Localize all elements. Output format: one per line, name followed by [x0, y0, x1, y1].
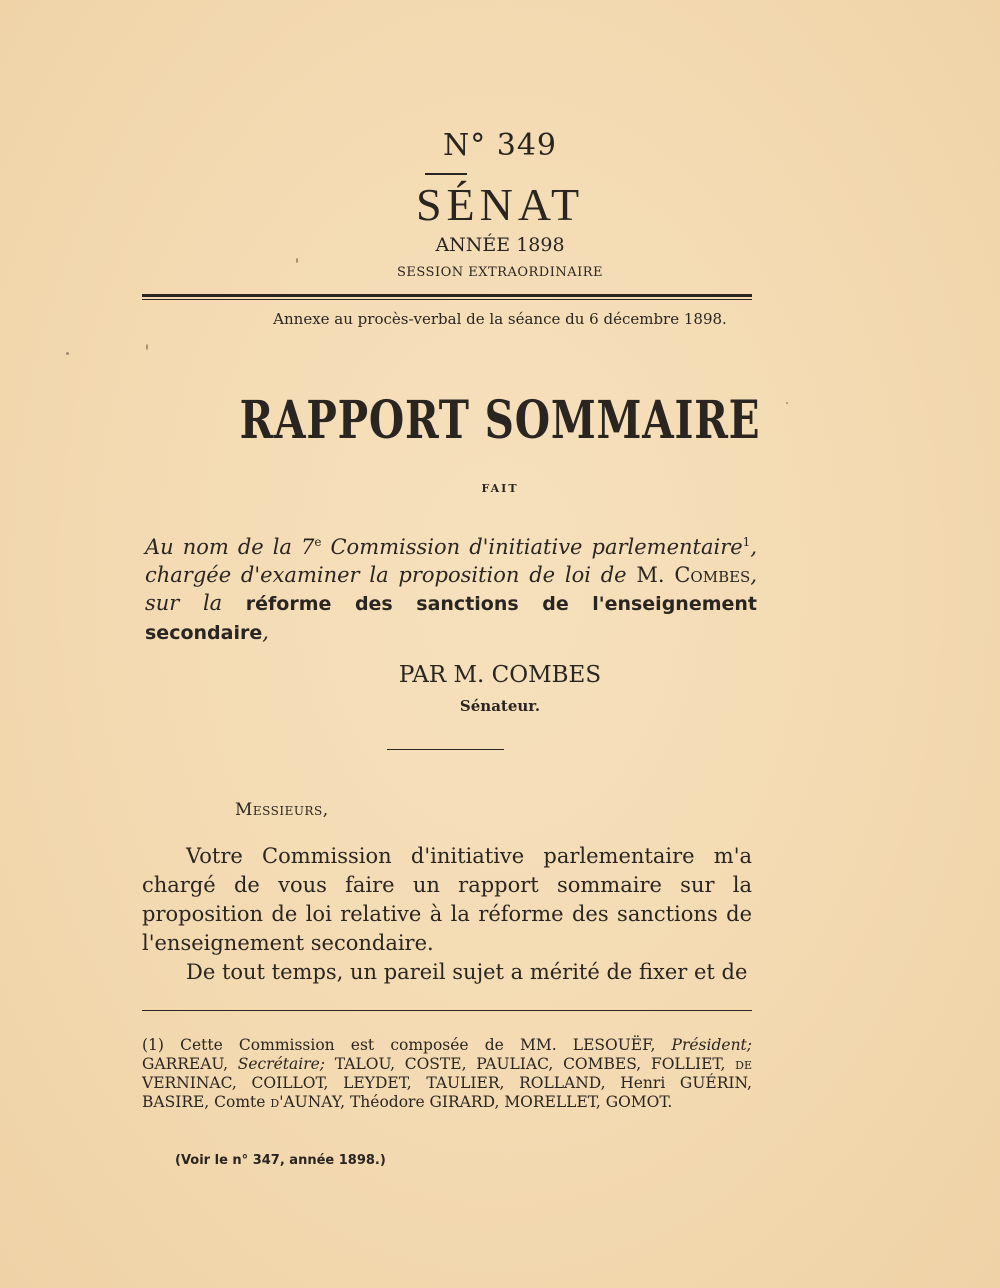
year-label: ANNÉE 1898	[435, 234, 565, 256]
footnote-ref: 1	[742, 535, 751, 549]
intro-text-2: Commission d'initiative parlementaire	[321, 535, 743, 559]
fait-label: FAIT	[481, 482, 519, 495]
body-paragraph-1: Votre Commission d'initiative parlementaire m'a chargé de vous faire un rapport sommaire sur la proposition de loi relative à la réforme des sanctions de l'enseignement secondaire.	[142, 844, 752, 955]
salutation: Messieurs,	[235, 800, 329, 820]
paper-speck	[786, 402, 788, 404]
footnote-rule	[142, 1010, 752, 1011]
report-intro	[145, 528, 757, 647]
footnote-president: Président;	[671, 1036, 752, 1054]
footnote-text-4: VERNINAC, COILLOT, LEYDET, TAULIER, ROLLAND, Henri GUÉRIN, BASIRE, Comte	[142, 1074, 752, 1111]
paper-speck	[146, 344, 148, 350]
footnote-d: d'	[270, 1093, 284, 1111]
footnote-de: de	[735, 1055, 753, 1073]
paper-speck	[66, 352, 69, 355]
section-divider	[387, 749, 504, 750]
footnote	[142, 1036, 752, 1112]
body-paragraph-2: De tout temps, un pareil sujet a mérité de fixer et de	[186, 960, 748, 984]
intro-subject: réforme des sanctions de l'enseignement secondaire	[145, 593, 757, 644]
intro-text-4: , sur la	[145, 563, 758, 615]
intro-text-3: , chargée d'examiner la proposition de loi de	[145, 535, 757, 587]
header-rule-thin	[142, 299, 752, 300]
intro-text-1: Au nom de la 7	[145, 535, 315, 559]
author-role: Sénateur.	[459, 697, 541, 715]
intro-text-5: ,	[262, 620, 269, 644]
paper-speck	[296, 258, 298, 263]
reference-note: (Voir le n° 347, année 1898.)	[175, 1153, 386, 1168]
annexe-line: Annexe au procès-verbal de la séance du 6 décembre 1898.	[273, 310, 727, 328]
chamber-title: SÉNAT	[415, 179, 585, 230]
footnote-text-5: AUNAY, Théodore GIRARD, MORELLET, GOMOT.	[283, 1093, 673, 1111]
footnote-secretaire: Secrétaire;	[237, 1055, 326, 1073]
intro-author: M. Combes	[636, 563, 751, 587]
byline: PAR M. COMBES	[398, 662, 602, 688]
footnote-text-1: (1) Cette Commission est composée de MM. LESOUËF,	[142, 1036, 672, 1054]
footnote-text-2: GARREAU,	[142, 1055, 238, 1073]
header-rule-thick	[142, 294, 752, 297]
session-label: SESSION EXTRAORDINAIRE	[396, 265, 604, 280]
report-title: RAPPORT SOMMAIRE	[239, 390, 761, 451]
footnote-text-3: TALOU, COSTE, PAULIAC, COMBES, FOLLIET,	[325, 1055, 736, 1073]
body-text	[142, 842, 752, 987]
number-underline	[425, 173, 467, 175]
document-number: N° 349	[442, 128, 558, 163]
intro-superscript: e	[314, 535, 322, 549]
